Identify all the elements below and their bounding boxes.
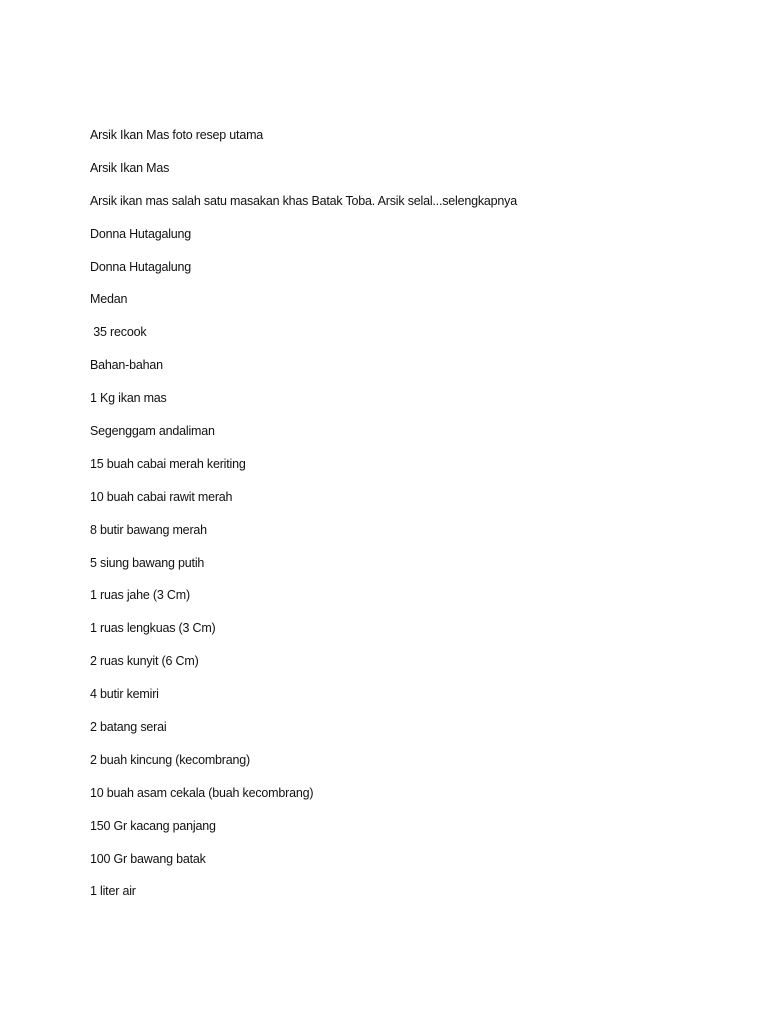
ingredient-item: 4 butir kemiri xyxy=(90,687,159,702)
ingredient-item: 10 buah cabai rawit merah xyxy=(90,489,233,504)
ingredient-item: 8 butir bawang merah xyxy=(90,522,207,537)
ingredient-item: 2 buah kincung (kecombrang) xyxy=(90,752,250,767)
ingredient-item: 1 liter air xyxy=(90,884,136,899)
author-name: Donna Hutagalung xyxy=(90,226,192,241)
ingredient-item: 5 siung bawang putih xyxy=(90,555,205,570)
author-name-repeat: Donna Hutagalung xyxy=(90,259,192,274)
ingredient-item: 100 Gr bawang batak xyxy=(90,851,206,866)
ingredient-item: 2 ruas kunyit (6 Cm) xyxy=(90,654,199,669)
recipe-description: Arsik ikan mas salah satu masakan khas Batak Toba. Arsik selal...selengkapnya xyxy=(90,193,517,208)
ingredient-item: 2 batang serai xyxy=(90,720,167,735)
ingredient-item: 15 buah cabai merah keriting xyxy=(90,456,246,471)
recook-count: 35 recook xyxy=(90,325,147,340)
ingredient-item: 150 Gr kacang panjang xyxy=(90,818,216,833)
recipe-title: Arsik Ikan Mas xyxy=(90,160,170,175)
author-location: Medan xyxy=(90,292,128,307)
ingredient-item: 1 ruas jahe (3 Cm) xyxy=(90,588,190,603)
ingredient-item: 1 ruas lengkuas (3 Cm) xyxy=(90,621,216,636)
ingredient-item: 1 Kg ikan mas xyxy=(90,391,167,406)
ingredients-heading: Bahan-bahan xyxy=(90,358,163,373)
ingredient-item: 10 buah asam cekala (buah kecombrang) xyxy=(90,785,314,800)
ingredient-item: Segenggam andaliman xyxy=(90,424,215,439)
document-body xyxy=(90,125,730,914)
photo-caption: Arsik Ikan Mas foto resep utama xyxy=(90,128,264,142)
